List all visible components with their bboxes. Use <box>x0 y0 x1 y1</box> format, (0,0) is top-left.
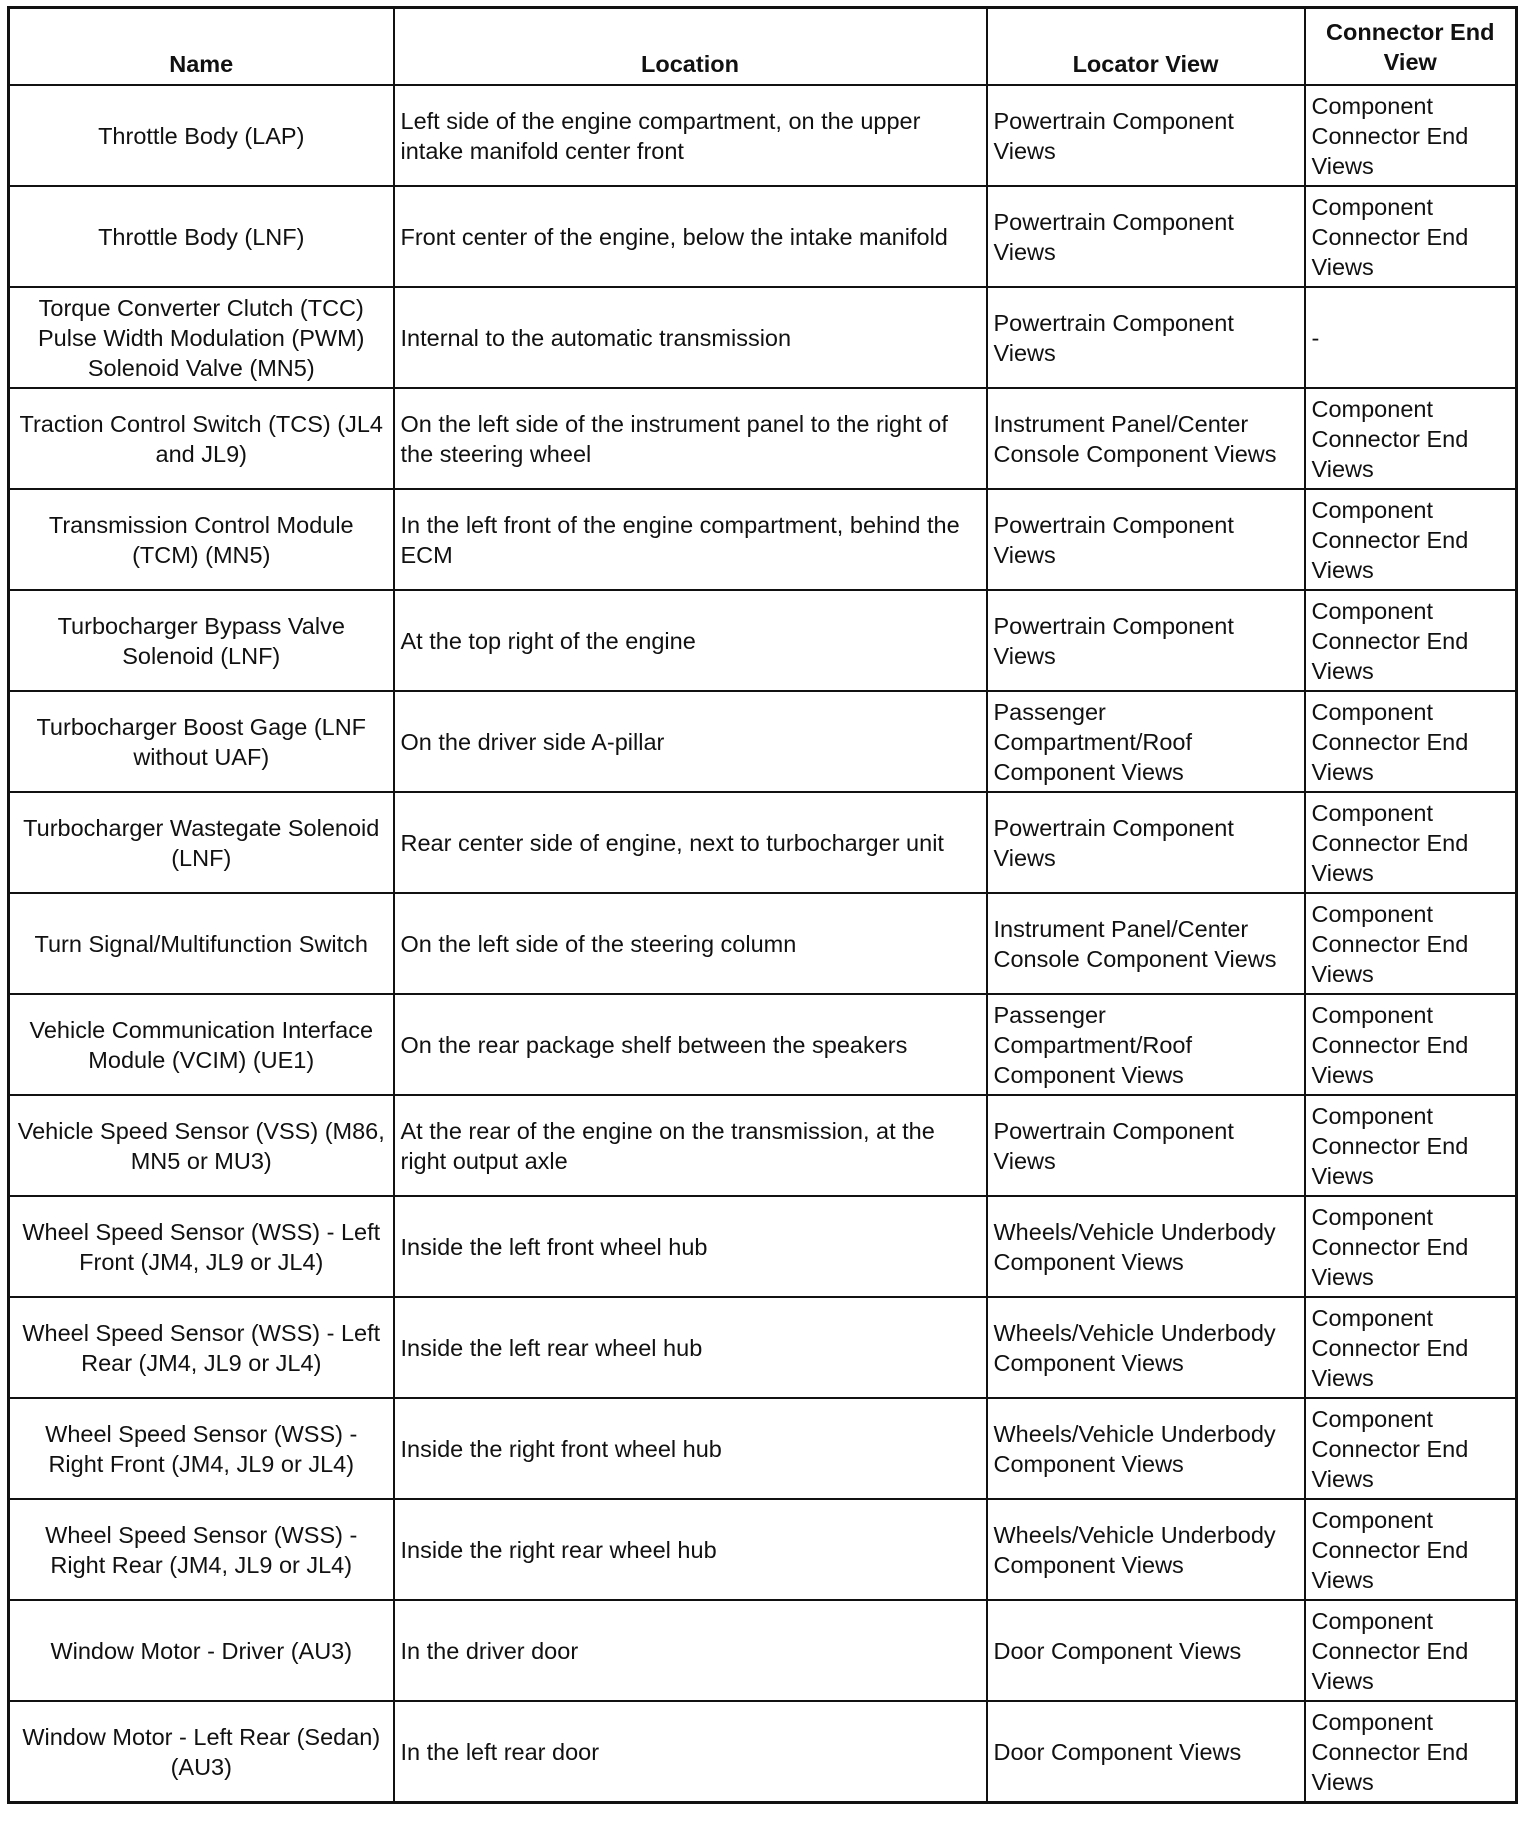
cell-locator-view: Powertrain Component Views <box>987 489 1305 590</box>
cell-location: Inside the right rear wheel hub <box>394 1499 987 1600</box>
cell-connector-end-view: Component Connector End Views <box>1305 590 1517 691</box>
cell-location: On the rear package shelf between the speakers <box>394 994 987 1095</box>
table-row <box>9 994 1517 1095</box>
header-location: Location <box>394 8 987 86</box>
header-connector-end-view: Connector End View <box>1305 8 1517 86</box>
cell-connector-end-view: Component Connector End Views <box>1305 1095 1517 1196</box>
table-row <box>9 1701 1517 1803</box>
cell-locator-view: Instrument Panel/Center Console Component Views <box>987 388 1305 489</box>
cell-name: Turbocharger Boost Gage (LNF without UAF) <box>9 691 394 792</box>
table-row <box>9 1196 1517 1297</box>
cell-locator-view: Instrument Panel/Center Console Component Views <box>987 893 1305 994</box>
cell-location: In the driver door <box>394 1600 987 1701</box>
cell-locator-view: Door Component Views <box>987 1701 1305 1803</box>
table-row <box>9 691 1517 792</box>
table-row <box>9 186 1517 287</box>
cell-location: Inside the left front wheel hub <box>394 1196 987 1297</box>
table-row <box>9 893 1517 994</box>
cell-name: Vehicle Communication Interface Module (VCIM) (UE1) <box>9 994 394 1095</box>
cell-locator-view: Powertrain Component Views <box>987 1095 1305 1196</box>
cell-connector-end-view: Component Connector End Views <box>1305 792 1517 893</box>
component-locator-table-wrapper <box>7 6 1515 1804</box>
cell-name: Wheel Speed Sensor (WSS) - Right Front (JM4, JL9 or JL4) <box>9 1398 394 1499</box>
table-row <box>9 1095 1517 1196</box>
cell-name: Traction Control Switch (TCS) (JL4 and JL9) <box>9 388 394 489</box>
cell-name: Vehicle Speed Sensor (VSS) (M86, MN5 or MU3) <box>9 1095 394 1196</box>
header-row <box>9 8 1517 86</box>
cell-locator-view: Wheels/Vehicle Underbody Component Views <box>987 1398 1305 1499</box>
cell-locator-view: Wheels/Vehicle Underbody Component Views <box>987 1297 1305 1398</box>
cell-locator-view: Passenger Compartment/Roof Component Views <box>987 994 1305 1095</box>
cell-locator-view: Wheels/Vehicle Underbody Component Views <box>987 1499 1305 1600</box>
cell-connector-end-view: - <box>1305 287 1517 388</box>
cell-name: Torque Converter Clutch (TCC) Pulse Width Modulation (PWM) Solenoid Valve (MN5) <box>9 287 394 388</box>
cell-name: Window Motor - Driver (AU3) <box>9 1600 394 1701</box>
cell-connector-end-view: Component Connector End Views <box>1305 691 1517 792</box>
cell-location: In the left rear door <box>394 1701 987 1803</box>
cell-connector-end-view: Component Connector End Views <box>1305 85 1517 186</box>
cell-location: On the left side of the instrument panel to the right of the steering wheel <box>394 388 987 489</box>
cell-location: Front center of the engine, below the intake manifold <box>394 186 987 287</box>
cell-location: Inside the left rear wheel hub <box>394 1297 987 1398</box>
cell-location: Left side of the engine compartment, on the upper intake manifold center front <box>394 85 987 186</box>
cell-connector-end-view: Component Connector End Views <box>1305 1701 1517 1803</box>
cell-name: Throttle Body (LNF) <box>9 186 394 287</box>
cell-name: Throttle Body (LAP) <box>9 85 394 186</box>
cell-location: Inside the right front wheel hub <box>394 1398 987 1499</box>
cell-connector-end-view: Component Connector End Views <box>1305 1499 1517 1600</box>
cell-location: Rear center side of engine, next to turbocharger unit <box>394 792 987 893</box>
table-row <box>9 590 1517 691</box>
header-name: Name <box>9 8 394 86</box>
table-row <box>9 85 1517 186</box>
table-row <box>9 1398 1517 1499</box>
table-row <box>9 388 1517 489</box>
header-locator-view: Locator View <box>987 8 1305 86</box>
cell-location: At the rear of the engine on the transmission, at the right output axle <box>394 1095 987 1196</box>
cell-name: Turn Signal/Multifunction Switch <box>9 893 394 994</box>
cell-locator-view: Powertrain Component Views <box>987 186 1305 287</box>
cell-connector-end-view: Component Connector End Views <box>1305 1196 1517 1297</box>
cell-name: Turbocharger Bypass Valve Solenoid (LNF) <box>9 590 394 691</box>
cell-name: Window Motor - Left Rear (Sedan) (AU3) <box>9 1701 394 1803</box>
cell-connector-end-view: Component Connector End Views <box>1305 893 1517 994</box>
table-row <box>9 792 1517 893</box>
table-row <box>9 1600 1517 1701</box>
cell-locator-view: Door Component Views <box>987 1600 1305 1701</box>
cell-locator-view: Passenger Compartment/Roof Component Views <box>987 691 1305 792</box>
cell-connector-end-view: Component Connector End Views <box>1305 994 1517 1095</box>
cell-name: Wheel Speed Sensor (WSS) - Left Rear (JM4, JL9 or JL4) <box>9 1297 394 1398</box>
cell-name: Turbocharger Wastegate Solenoid (LNF) <box>9 792 394 893</box>
component-locator-table <box>7 6 1518 1804</box>
table-row <box>9 287 1517 388</box>
cell-connector-end-view: Component Connector End Views <box>1305 489 1517 590</box>
table-row <box>9 1297 1517 1398</box>
cell-connector-end-view: Component Connector End Views <box>1305 1297 1517 1398</box>
cell-name: Transmission Control Module (TCM) (MN5) <box>9 489 394 590</box>
cell-locator-view: Powertrain Component Views <box>987 792 1305 893</box>
cell-location: In the left front of the engine compartment, behind the ECM <box>394 489 987 590</box>
cell-connector-end-view: Component Connector End Views <box>1305 1600 1517 1701</box>
cell-location: On the left side of the steering column <box>394 893 987 994</box>
cell-locator-view: Wheels/Vehicle Underbody Component Views <box>987 1196 1305 1297</box>
table-row <box>9 1499 1517 1600</box>
cell-location: Internal to the automatic transmission <box>394 287 987 388</box>
cell-locator-view: Powertrain Component Views <box>987 287 1305 388</box>
cell-location: On the driver side A-pillar <box>394 691 987 792</box>
cell-name: Wheel Speed Sensor (WSS) - Right Rear (JM4, JL9 or JL4) <box>9 1499 394 1600</box>
cell-locator-view: Powertrain Component Views <box>987 590 1305 691</box>
cell-connector-end-view: Component Connector End Views <box>1305 186 1517 287</box>
cell-name: Wheel Speed Sensor (WSS) - Left Front (JM4, JL9 or JL4) <box>9 1196 394 1297</box>
cell-location: At the top right of the engine <box>394 590 987 691</box>
table-row <box>9 489 1517 590</box>
cell-connector-end-view: Component Connector End Views <box>1305 1398 1517 1499</box>
cell-connector-end-view: Component Connector End Views <box>1305 388 1517 489</box>
cell-locator-view: Powertrain Component Views <box>987 85 1305 186</box>
